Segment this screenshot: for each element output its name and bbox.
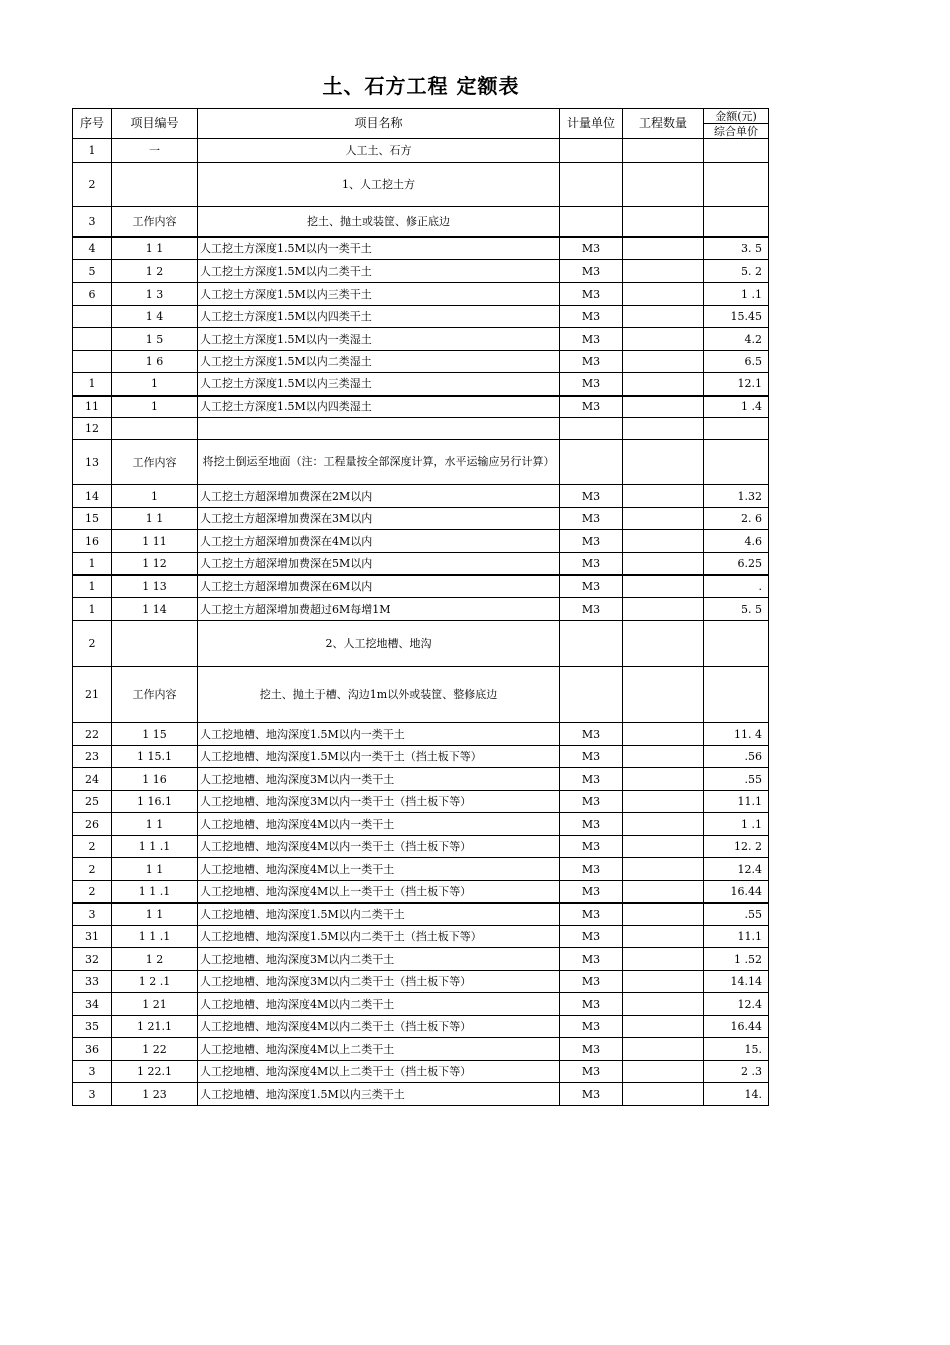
cell-price: 1 .1 [704, 813, 769, 836]
cell-name: 挖土、抛土于槽、沟边1m以外或装筐、整修底边 [198, 667, 560, 723]
table-row [73, 163, 769, 207]
table-row [73, 768, 769, 791]
cell-unit: M3 [560, 351, 623, 373]
cell-unit: M3 [560, 1016, 623, 1038]
cell-seq: 11 [73, 396, 112, 418]
cell-seq [73, 351, 112, 373]
cell-price [704, 139, 769, 163]
cell-seq: 3 [73, 207, 112, 237]
cell-code: 1 14 [112, 598, 198, 621]
cell-code [112, 418, 198, 440]
cell-seq: 14 [73, 485, 112, 508]
cell-price: 4.2 [704, 328, 769, 351]
cell-unit: M3 [560, 768, 623, 791]
cell-code: 1 5 [112, 328, 198, 351]
cell-code: 1 2 [112, 260, 198, 283]
cell-seq: 15 [73, 508, 112, 530]
cell-name: 人工挖地槽、地沟深度3M以内二类干土 [198, 948, 560, 971]
cell-unit: M3 [560, 858, 623, 881]
cell-unit: M3 [560, 508, 623, 530]
cell-price: 12. 2 [704, 836, 769, 858]
cell-unit: M3 [560, 723, 623, 746]
cell-unit: M3 [560, 1083, 623, 1106]
table-row [73, 260, 769, 283]
cell-qty [623, 993, 704, 1016]
table-row [73, 1083, 769, 1106]
cell-price: .55 [704, 903, 769, 926]
cell-qty [623, 553, 704, 575]
cell-price: 16.44 [704, 881, 769, 903]
cell-name: 人工挖土方深度1.5M以内二类干土 [198, 260, 560, 283]
cell-qty [623, 746, 704, 768]
table-row [73, 485, 769, 508]
cell-code: 1 1 [112, 813, 198, 836]
table-row [73, 746, 769, 768]
cell-seq: 5 [73, 260, 112, 283]
cell-price: 11.1 [704, 791, 769, 813]
table-row [73, 373, 769, 396]
cell-unit: M3 [560, 903, 623, 926]
cell-seq: 2 [73, 881, 112, 903]
table-row [73, 508, 769, 530]
cell-code: 1 1 [112, 237, 198, 260]
cell-name: 人工挖地槽、地沟深度4M以内一类干土（挡土板下等） [198, 836, 560, 858]
table-row [73, 283, 769, 306]
cell-code: 1 2 .1 [112, 971, 198, 993]
cell-name: 人工挖地槽、地沟深度3M以内一类干土 [198, 768, 560, 791]
cell-name: 2、人工挖地槽、地沟 [198, 621, 560, 667]
cell-unit [560, 667, 623, 723]
cell-code: 1 12 [112, 553, 198, 575]
cell-seq [73, 306, 112, 328]
cell-code: 1 [112, 485, 198, 508]
cell-qty [623, 163, 704, 207]
cell-unit: M3 [560, 260, 623, 283]
cell-code: 1 22.1 [112, 1061, 198, 1083]
cell-unit [560, 440, 623, 485]
cell-price: 12.4 [704, 858, 769, 881]
cell-qty [623, 237, 704, 260]
table-row [73, 993, 769, 1016]
cell-unit: M3 [560, 485, 623, 508]
table-row [73, 948, 769, 971]
cell-name: 人工土、石方 [198, 139, 560, 163]
cell-seq: 2 [73, 858, 112, 881]
cell-code: 1 21 [112, 993, 198, 1016]
cell-name: 人工挖地槽、地沟深度3M以内一类干土（挡土板下等） [198, 791, 560, 813]
cell-qty [623, 328, 704, 351]
cell-unit: M3 [560, 396, 623, 418]
cell-price: .56 [704, 746, 769, 768]
cell-price: 6.5 [704, 351, 769, 373]
cell-unit: M3 [560, 836, 623, 858]
cell-unit: M3 [560, 598, 623, 621]
quota-table [72, 108, 769, 1106]
cell-seq: 6 [73, 283, 112, 306]
cell-name: 人工挖地槽、地沟深度4M以上二类干土（挡土板下等） [198, 1061, 560, 1083]
cell-name: 人工挖土方超深增加费深在5M以内 [198, 553, 560, 575]
page-title: 土、石方工程 定额表 [322, 74, 520, 98]
cell-price: 1 .52 [704, 948, 769, 971]
cell-seq: 3 [73, 1083, 112, 1106]
cell-unit: M3 [560, 881, 623, 903]
cell-qty [623, 926, 704, 948]
cell-seq: 33 [73, 971, 112, 993]
cell-qty [623, 948, 704, 971]
cell-unit [560, 139, 623, 163]
cell-price [704, 667, 769, 723]
cell-code: 1 16 [112, 768, 198, 791]
cell-qty [623, 1083, 704, 1106]
cell-seq: 35 [73, 1016, 112, 1038]
cell-seq: 26 [73, 813, 112, 836]
cell-code: 1 11 [112, 530, 198, 553]
cell-seq: 1 [73, 575, 112, 598]
cell-qty [623, 283, 704, 306]
cell-name: 人工挖土方超深增加费深在2M以内 [198, 485, 560, 508]
cell-unit: M3 [560, 746, 623, 768]
cell-code: 1 1 [112, 508, 198, 530]
cell-qty [623, 306, 704, 328]
cell-unit: M3 [560, 971, 623, 993]
cell-qty [623, 667, 704, 723]
cell-seq: 1 [73, 553, 112, 575]
cell-name: 人工挖地槽、地沟深度4M以内一类干土 [198, 813, 560, 836]
table-header-row [73, 109, 769, 139]
cell-code: 1 13 [112, 575, 198, 598]
cell-name: 人工挖地槽、地沟深度4M以内二类干土 [198, 993, 560, 1016]
table-row [73, 858, 769, 881]
cell-qty [623, 1061, 704, 1083]
cell-name: 人工挖土方深度1.5M以内一类干土 [198, 237, 560, 260]
cell-qty [623, 768, 704, 791]
cell-price: 1 .1 [704, 283, 769, 306]
cell-seq: 13 [73, 440, 112, 485]
cell-code: 工作内容 [112, 440, 198, 485]
cell-unit: M3 [560, 373, 623, 396]
cell-name: 人工挖地槽、地沟深度4M以内二类干土（挡土板下等） [198, 1016, 560, 1038]
cell-code: 1 16.1 [112, 791, 198, 813]
cell-name: 人工挖地槽、地沟深度1.5M以内二类干土 [198, 903, 560, 926]
cell-price [704, 207, 769, 237]
cell-name: 人工挖土方超深增加费深在4M以内 [198, 530, 560, 553]
cell-unit: M3 [560, 813, 623, 836]
cell-seq: 36 [73, 1038, 112, 1061]
cell-unit: M3 [560, 993, 623, 1016]
cell-unit: M3 [560, 1038, 623, 1061]
header-unit: 计量单位 [560, 109, 623, 139]
cell-code: 1 15 [112, 723, 198, 746]
cell-seq: 2 [73, 163, 112, 207]
cell-code: 1 1 .1 [112, 836, 198, 858]
cell-price: 1 .4 [704, 396, 769, 418]
cell-unit: M3 [560, 328, 623, 351]
header-amount [704, 109, 769, 139]
cell-seq: 32 [73, 948, 112, 971]
cell-qty [623, 903, 704, 926]
cell-name: 人工挖土方深度1.5M以内四类干土 [198, 306, 560, 328]
cell-code: 1 1 .1 [112, 881, 198, 903]
cell-qty [623, 1038, 704, 1061]
cell-code: 工作内容 [112, 207, 198, 237]
table-row [73, 530, 769, 553]
cell-code [112, 163, 198, 207]
cell-code: 1 [112, 396, 198, 418]
cell-name: 人工挖土方深度1.5M以内一类湿土 [198, 328, 560, 351]
cell-price: 12.1 [704, 373, 769, 396]
cell-name: 人工挖地槽、地沟深度1.5M以内一类干土（挡土板下等） [198, 746, 560, 768]
cell-name: 人工挖土方深度1.5M以内三类湿土 [198, 373, 560, 396]
cell-qty [623, 418, 704, 440]
table-row [73, 1061, 769, 1083]
cell-code: 1 1 [112, 903, 198, 926]
cell-code: 1 15.1 [112, 746, 198, 768]
cell-qty [623, 621, 704, 667]
header-amount-top: 金额(元) [704, 110, 768, 124]
cell-price: 14. [704, 1083, 769, 1106]
cell-price [704, 440, 769, 485]
cell-code: 1 [112, 373, 198, 396]
cell-name: 挖土、抛土或装筐、修正底边 [198, 207, 560, 237]
header-qty: 工程数量 [623, 109, 704, 139]
cell-seq: 2 [73, 836, 112, 858]
cell-unit: M3 [560, 575, 623, 598]
cell-seq: 25 [73, 791, 112, 813]
cell-seq: 24 [73, 768, 112, 791]
cell-name: 人工挖土方深度1.5M以内二类湿土 [198, 351, 560, 373]
cell-unit: M3 [560, 948, 623, 971]
table-row [73, 1038, 769, 1061]
header-amount-bottom: 综合单价 [714, 124, 758, 138]
cell-qty [623, 1016, 704, 1038]
cell-price [704, 163, 769, 207]
cell-code: 1 3 [112, 283, 198, 306]
cell-price: 2. 6 [704, 508, 769, 530]
cell-seq: 22 [73, 723, 112, 746]
cell-qty [623, 260, 704, 283]
cell-unit: M3 [560, 237, 623, 260]
cell-unit: M3 [560, 283, 623, 306]
table-row [73, 328, 769, 351]
cell-name: 人工挖地槽、地沟深度3M以内二类干土（挡土板下等） [198, 971, 560, 993]
cell-qty [623, 351, 704, 373]
cell-seq: 4 [73, 237, 112, 260]
cell-code: 1 1 [112, 858, 198, 881]
table-row [73, 1016, 769, 1038]
cell-unit: M3 [560, 530, 623, 553]
cell-price: 15. [704, 1038, 769, 1061]
table-row [73, 971, 769, 993]
cell-name: 人工挖地槽、地沟深度1.5M以内三类干土 [198, 1083, 560, 1106]
cell-seq: 21 [73, 667, 112, 723]
table-row [73, 836, 769, 858]
cell-unit [560, 163, 623, 207]
cell-code: 1 22 [112, 1038, 198, 1061]
cell-name: 人工挖地槽、地沟深度4M以上二类干土 [198, 1038, 560, 1061]
cell-qty [623, 508, 704, 530]
cell-name: 人工挖地槽、地沟深度4M以上一类干土（挡土板下等） [198, 881, 560, 903]
cell-name: 人工挖土方超深增加费超过6M每增1M [198, 598, 560, 621]
cell-name: 1、人工挖土方 [198, 163, 560, 207]
cell-name: 人工挖地槽、地沟深度4M以上一类干土 [198, 858, 560, 881]
table-row [73, 903, 769, 926]
cell-name [198, 418, 560, 440]
cell-qty [623, 881, 704, 903]
cell-code: 工作内容 [112, 667, 198, 723]
table-row [73, 575, 769, 598]
cell-qty [623, 598, 704, 621]
table-row [73, 667, 769, 723]
cell-qty [623, 971, 704, 993]
cell-unit [560, 418, 623, 440]
cell-unit [560, 207, 623, 237]
cell-price: .55 [704, 768, 769, 791]
cell-code: 一 [112, 139, 198, 163]
table-row [73, 598, 769, 621]
header-name: 项目名称 [198, 109, 560, 139]
cell-unit: M3 [560, 926, 623, 948]
cell-unit: M3 [560, 306, 623, 328]
cell-qty [623, 813, 704, 836]
cell-name: 人工挖土方深度1.5M以内四类湿土 [198, 396, 560, 418]
header-code: 项目编号 [112, 109, 198, 139]
table-row [73, 881, 769, 903]
cell-price: 2 .3 [704, 1061, 769, 1083]
table-row [73, 396, 769, 418]
cell-price [704, 418, 769, 440]
cell-name: 人工挖土方超深增加费深在3M以内 [198, 508, 560, 530]
cell-name: 人工挖地槽、地沟深度1.5M以内一类干土 [198, 723, 560, 746]
cell-price: 5. 2 [704, 260, 769, 283]
cell-name: 将挖土倒运至地面（注：工程量按全部深度计算，水平运输应另行计算） [198, 440, 560, 485]
table-row [73, 351, 769, 373]
cell-price: . [704, 575, 769, 598]
cell-qty [623, 530, 704, 553]
cell-price: 15.45 [704, 306, 769, 328]
cell-code: 1 23 [112, 1083, 198, 1106]
table-row [73, 621, 769, 667]
cell-seq: 16 [73, 530, 112, 553]
table-row [73, 440, 769, 485]
cell-price: 16.44 [704, 1016, 769, 1038]
cell-price: 1.32 [704, 485, 769, 508]
table-row [73, 723, 769, 746]
cell-price: 3. 5 [704, 237, 769, 260]
cell-seq: 1 [73, 139, 112, 163]
cell-name: 人工挖土方深度1.5M以内三类干土 [198, 283, 560, 306]
cell-qty [623, 791, 704, 813]
cell-price: 14.14 [704, 971, 769, 993]
header-seq: 序号 [73, 109, 112, 139]
cell-qty [623, 440, 704, 485]
cell-name: 人工挖地槽、地沟深度1.5M以内二类干土（挡土板下等） [198, 926, 560, 948]
table-row [73, 237, 769, 260]
cell-qty [623, 485, 704, 508]
cell-price: 4.6 [704, 530, 769, 553]
cell-seq [73, 328, 112, 351]
cell-unit: M3 [560, 1061, 623, 1083]
cell-code: 1 1 .1 [112, 926, 198, 948]
table-row [73, 418, 769, 440]
cell-price [704, 621, 769, 667]
cell-qty [623, 396, 704, 418]
cell-code: 1 21.1 [112, 1016, 198, 1038]
cell-unit [560, 621, 623, 667]
cell-qty [623, 207, 704, 237]
cell-seq: 23 [73, 746, 112, 768]
cell-seq: 12 [73, 418, 112, 440]
table-row [73, 813, 769, 836]
cell-seq: 3 [73, 903, 112, 926]
cell-seq: 34 [73, 993, 112, 1016]
cell-qty [623, 858, 704, 881]
cell-code: 1 6 [112, 351, 198, 373]
table-row [73, 306, 769, 328]
cell-qty [623, 723, 704, 746]
cell-seq: 31 [73, 926, 112, 948]
cell-code: 1 2 [112, 948, 198, 971]
cell-code: 1 4 [112, 306, 198, 328]
cell-price: 11. 4 [704, 723, 769, 746]
cell-qty [623, 836, 704, 858]
table-row [73, 207, 769, 237]
cell-price: 5. 5 [704, 598, 769, 621]
cell-seq: 3 [73, 1061, 112, 1083]
cell-qty [623, 139, 704, 163]
cell-qty [623, 373, 704, 396]
table-row [73, 791, 769, 813]
cell-price: 6.25 [704, 553, 769, 575]
cell-price: 12.4 [704, 993, 769, 1016]
cell-name: 人工挖土方超深增加费深在6M以内 [198, 575, 560, 598]
table-row [73, 926, 769, 948]
table-row [73, 553, 769, 575]
cell-qty [623, 575, 704, 598]
cell-unit: M3 [560, 791, 623, 813]
cell-seq: 2 [73, 621, 112, 667]
table-row [73, 139, 769, 163]
cell-code [112, 621, 198, 667]
cell-unit: M3 [560, 553, 623, 575]
cell-seq: 1 [73, 598, 112, 621]
cell-seq: 1 [73, 373, 112, 396]
cell-price: 11.1 [704, 926, 769, 948]
